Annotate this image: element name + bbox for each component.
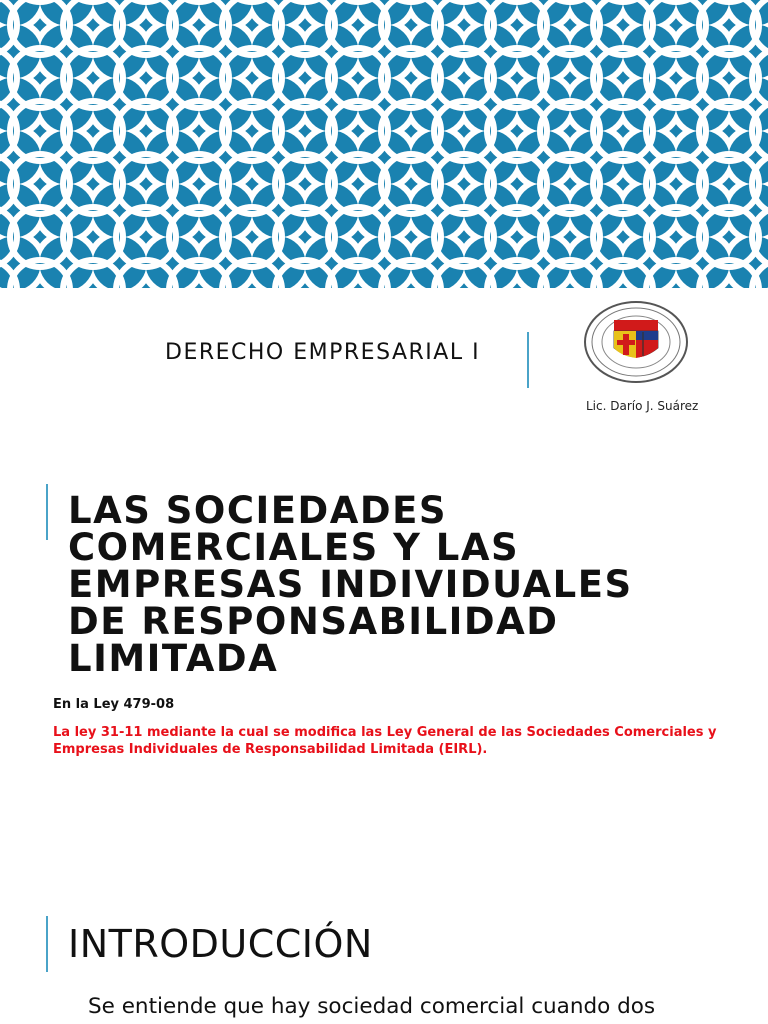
section-heading: INTRODUCCIÓN	[68, 922, 373, 966]
author-name: Lic. Darío J. Suárez	[586, 399, 699, 413]
university-seal-icon	[583, 300, 689, 384]
main-title: LAS SOCIEDADES COMERCIALES Y LAS EMPRESAS INDIVIDUALES DE RESPONSABILIDAD LIMITADA	[68, 489, 633, 680]
law-note: La ley 31-11 mediante la cual se modifica las Ley General de las Sociedades Comerciales y Empresas Individuales de Responsabilidad Limitada (EIRL).	[53, 725, 717, 757]
divider-line	[527, 332, 529, 388]
section-body-text: Se entiende que hay sociedad comercial cuando dos	[88, 994, 656, 1019]
law-reference: En la Ley 479-08	[53, 697, 175, 712]
banner-pattern	[0, 0, 768, 288]
decorative-banner	[0, 0, 768, 288]
section-accent-line	[46, 916, 48, 972]
title-accent-line	[46, 484, 48, 540]
course-title: DERECHO EMPRESARIAL I	[165, 340, 481, 365]
